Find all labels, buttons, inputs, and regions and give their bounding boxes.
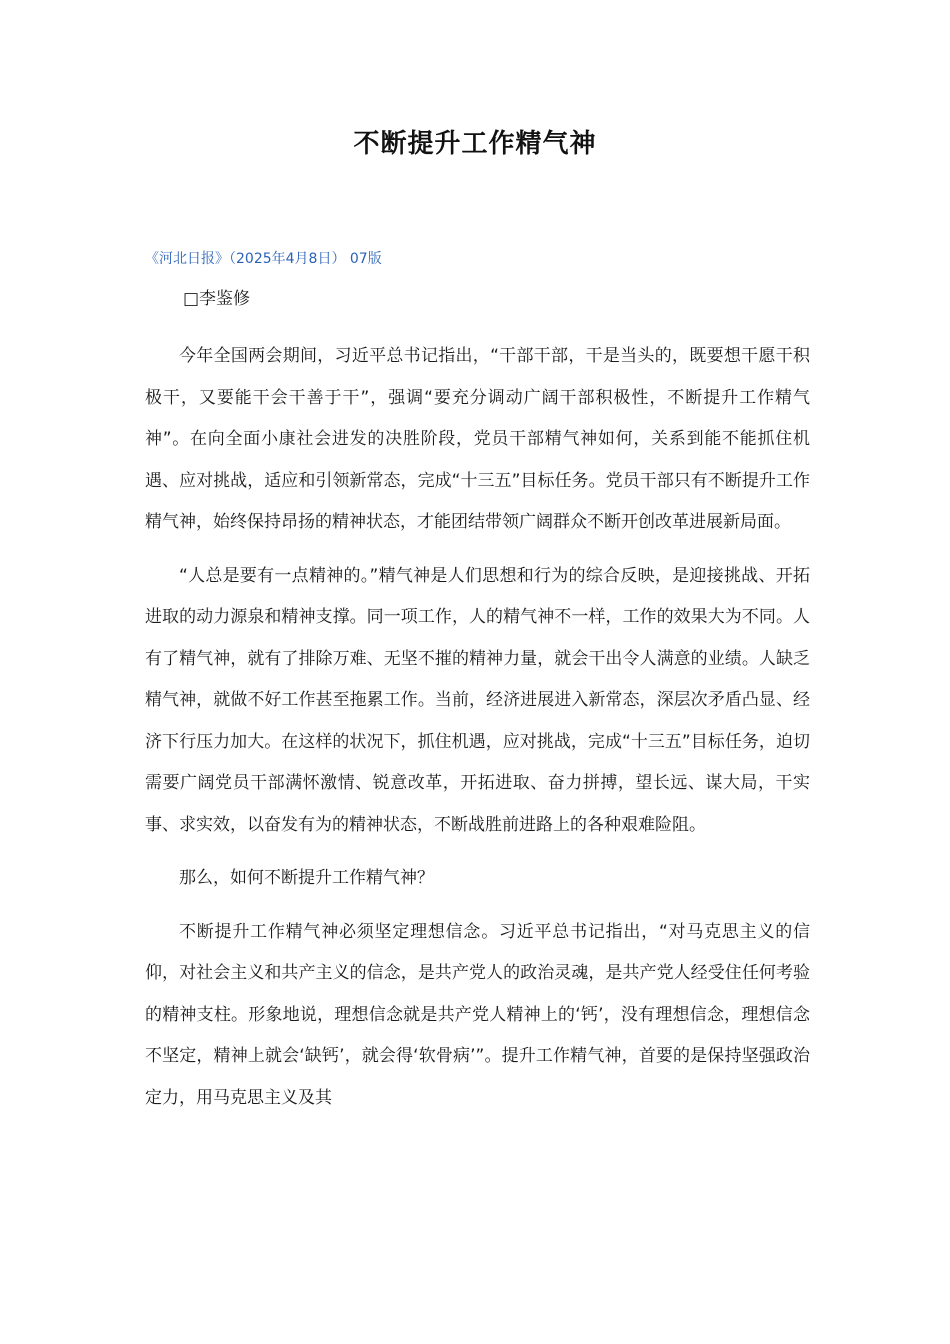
paragraph-3: 那么，如何不断提升工作精气神？ [179,868,434,888]
article-author: □李鉴修 [183,289,251,309]
article-body [145,336,810,1131]
paragraph-2: “人总是要有一点精神的。”精气神是人们思想和行为的综合反映，是迎接挑战、开拓进取的动力源泉和精神支撑。同一项工作，人的精气神不一样，工作的效果大为不同。人有了精气神，就有了排除万难、无坚不摧的精神力量，就会干出令人满意的业绩。人缺乏精气神，就做不好工作甚至拖累工作。当前，经济进展进入新常态，深层次矛盾凸显、经济下行压力加大。在这样的状况下，抓住机遇，应对挑战，完成“十三五”目标任务，迫切需要广阔党员干部满怀激情、锐意改革，开拓进取、奋力拼搏，望长远、谋大局，干实事、求实效，以奋发有为的精神状态，不断战胜前进路上的各种艰难险阻。 [145,565,810,835]
article-title: 不断提升工作精气神 [353,129,597,159]
paragraph-1: 今年全国两会期间，习近平总书记指出，“干部干部，干是当头的，既要想干愿干积极干，又要能干会干善于干”，强调“要充分调动广阔干部积极性，不断提升工作精气神”。在向全面小康社会进发的决胜阶段，党员干部精气神如何，关系到能不能抓住机遇、应对挑战，适应和引领新常态，完成“十三五”目标任务。党员干部只有不断提升工作精气神，始终保持昂扬的精神状态，才能团结带领广阔群众不断开创改革进展新局面。 [145,346,810,532]
article-source: 《河北日报》（2025年4月8日） 07版 [145,251,382,267]
paragraph-4: 不断提升工作精气神必须坚定理想信念。习近平总书记指出，“对马克思主义的信仰，对社会主义和共产主义的信念，是共产党人的政治灵魂，是共产党人经受住任何考验的精神支柱。形象地说，理想信念就是共产党人精神上的‘钙’，没有理想信念，理想信念不坚定，精神上就会‘缺钙’，就会得‘软骨病’”。提升工作精气神，首要的是保持坚强政治定力，用马克思主义及其 [145,921,810,1108]
